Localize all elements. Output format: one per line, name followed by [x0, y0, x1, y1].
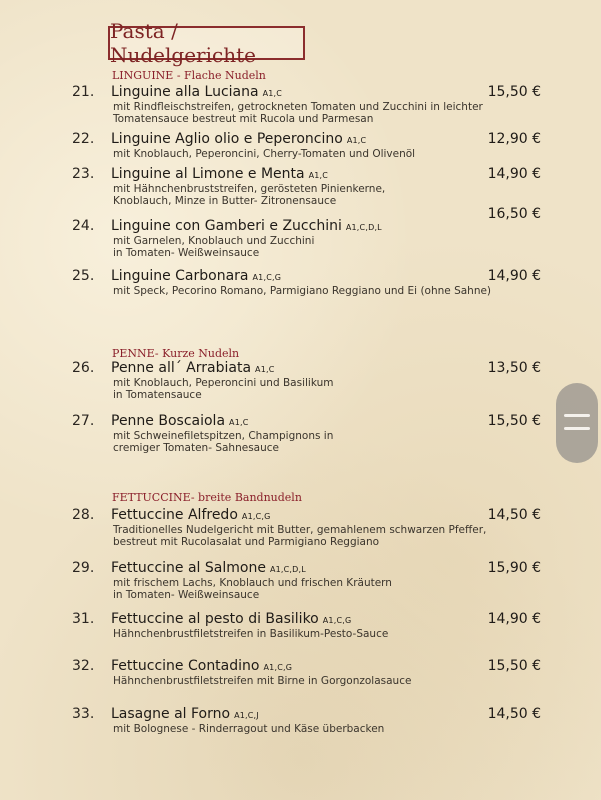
item-price: 14,50 € [487, 706, 541, 722]
item-name: Fettuccine al Salmone A1,C,D,L [111, 560, 306, 576]
item-number: 21. [72, 84, 95, 100]
item-price: 15,50 € [487, 84, 541, 100]
menu-lines-icon [564, 414, 590, 417]
scroll-handle[interactable] [556, 383, 598, 463]
item-name: Linguine alla Luciana A1,C [111, 84, 283, 100]
item-price: 16,50 € [487, 206, 541, 222]
item-allergens: A1,C [262, 89, 283, 98]
item-description: mit Knoblauch, Peperoncini und Basilikum in Tomatensauce [113, 377, 334, 401]
item-number: 27. [72, 413, 95, 429]
item-allergens: A1,C,J [234, 711, 259, 720]
item-number: 23. [72, 166, 95, 182]
item-number: 24. [72, 218, 95, 234]
item-number: 26. [72, 360, 95, 376]
item-price: 14,90 € [487, 166, 541, 182]
item-name: Linguine Aglio olio e Peperoncino A1,C [111, 131, 367, 147]
item-allergens: A1,C [346, 136, 367, 145]
item-name: Linguine con Gamberi e Zucchini A1,C,D,L [111, 218, 382, 234]
item-allergens: A1,C,G [252, 273, 282, 282]
item-price: 14,50 € [487, 507, 541, 523]
item-price: 13,50 € [487, 360, 541, 376]
item-description: Traditionelles Nudelgericht mit Butter, gemahlenem schwarzen Pfeffer, bestreut mit Rucolasalat und Parmigiano Reggiano [113, 524, 487, 548]
section-heading-penne: PENNE- Kurze Nudeln [112, 347, 240, 360]
item-description: mit Schweinefiletspitzen, Champignons in cremiger Tomaten- Sahnesauce [113, 430, 334, 454]
item-number: 29. [72, 560, 95, 576]
item-allergens: A1,C [229, 418, 249, 427]
item-description: mit Rindfleischstreifen, getrockneten Tomaten und Zucchini in leichter Tomatensauce bestreut mit Rucola und Parmesan [113, 101, 483, 125]
item-allergens: A1,C,D,L [345, 223, 382, 232]
item-name: Penne Boscaiola A1,C [111, 413, 249, 429]
item-name: Fettuccine Alfredo A1,C,G [111, 507, 271, 523]
item-description: mit frischem Lachs, Knoblauch und frischen Kräutern in Tomaten- Weißweinsauce [113, 577, 392, 601]
item-price: 12,90 € [487, 131, 541, 147]
item-description: Hähnchenbrustfiletstreifen in Basilikum-Pesto-Sauce [113, 628, 389, 640]
item-description: mit Garnelen, Knoblauch und Zucchini in Tomaten- Weißweinsauce [113, 235, 315, 259]
item-name: Penne all´ Arrabiata A1,C [111, 360, 275, 376]
item-description: Hähnchenbrustfiletstreifen mit Birne in Gorgonzolasauce [113, 675, 412, 687]
menu-lines-icon [564, 427, 590, 430]
item-description: mit Speck, Pecorino Romano, Parmigiano Reggiano und Ei (ohne Sahne) [113, 285, 492, 297]
item-number: 22. [72, 131, 95, 147]
item-price: 14,90 € [487, 268, 541, 284]
section-heading-linguine: LINGUINE - Flache Nudeln [112, 69, 266, 82]
item-price: 15,50 € [487, 658, 541, 674]
page-title: Pasta / Nudelgerichte [108, 26, 305, 60]
section-heading-fettuccine: FETTUCCINE- breite Bandnudeln [112, 491, 302, 504]
item-allergens: A1,C,G [263, 663, 293, 672]
item-name: Fettuccine Contadino A1,C,G [111, 658, 293, 674]
item-name: Fettuccine al pesto di Basiliko A1,C,G [111, 611, 352, 627]
item-number: 31. [72, 611, 95, 627]
item-name: Linguine Carbonara A1,C,G [111, 268, 282, 284]
item-allergens: A1,C,G [241, 512, 271, 521]
item-price: 15,90 € [487, 560, 541, 576]
item-description: mit Bolognese - Rinderragout und Käse überbacken [113, 723, 385, 735]
item-price: 14,90 € [487, 611, 541, 627]
item-description: mit Hähnchenbruststreifen, gerösteten Pinienkerne, Knoblauch, Minze in Butter- Zitronensauce [113, 183, 386, 207]
item-description: mit Knoblauch, Peperoncini, Cherry-Tomaten und Olivenöl [113, 148, 416, 160]
item-name: Lasagne al Forno A1,C,J [111, 706, 259, 722]
item-allergens: A1,C [308, 171, 329, 180]
item-price: 15,50 € [487, 413, 541, 429]
item-name: Linguine al Limone e Menta A1,C [111, 166, 329, 182]
item-allergens: A1,C,G [322, 616, 352, 625]
item-number: 32. [72, 658, 95, 674]
item-number: 33. [72, 706, 95, 722]
item-number: 25. [72, 268, 95, 284]
item-allergens: A1,C [255, 365, 275, 374]
item-allergens: A1,C,D,L [269, 565, 306, 574]
item-number: 28. [72, 507, 95, 523]
